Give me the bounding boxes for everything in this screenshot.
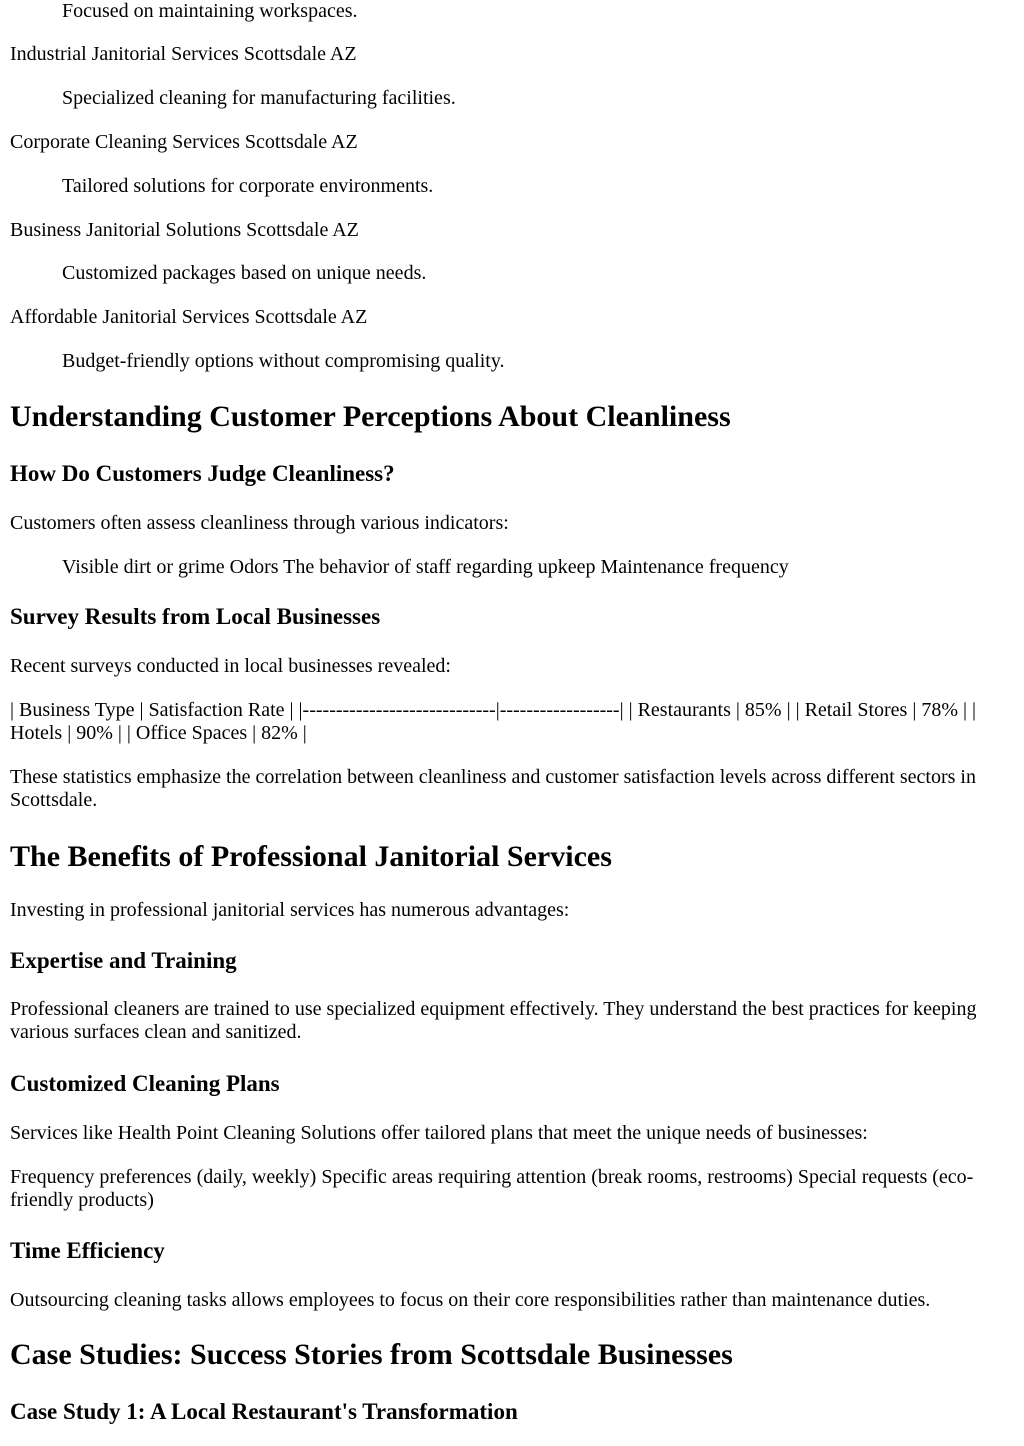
subheading-expertise: Expertise and Training: [10, 948, 237, 973]
list-item-title: Affordable Janitorial Services Scottsdale AZ: [10, 306, 368, 328]
paragraph: Recent surveys conducted in local businesses revealed:: [10, 655, 451, 677]
indicator-list: Visible dirt or grime Odors The behavior of staff regarding upkeep Maintenance frequency: [62, 556, 789, 578]
subheading-survey: Survey Results from Local Businesses: [10, 604, 381, 629]
subheading-time: Time Efficiency: [10, 1238, 165, 1263]
list-item-desc: Budget-friendly options without compromising quality.: [62, 350, 505, 372]
list-item-desc: Customized packages based on unique needs.: [62, 262, 427, 284]
subheading-case-study-1: Case Study 1: A Local Restaurant's Transformation: [10, 1399, 518, 1424]
paragraph: Investing in professional janitorial services has numerous advantages:: [10, 899, 570, 921]
paragraph: Professional cleaners are trained to use specialized equipment effectively. They understand the best practices for keeping various surfaces clean and sanitized.: [10, 998, 977, 1043]
list-item-desc: Focused on maintaining workspaces.: [62, 0, 358, 22]
subheading-plans: Customized Cleaning Plans: [10, 1071, 280, 1096]
list-item-title: Corporate Cleaning Services Scottsdale AZ: [10, 131, 358, 153]
survey-table-text: | Business Type | Satisfaction Rate | |-----------------------------|------------------| | Restaurants | 85% | | Retail Stores | 78% | | Hotels | 90% | | Office Spaces | 82% |: [10, 699, 977, 744]
paragraph: Customers often assess cleanliness through various indicators:: [10, 512, 509, 534]
list-item-desc: Specialized cleaning for manufacturing facilities.: [62, 87, 456, 109]
list-item-title: Industrial Janitorial Services Scottsdale AZ: [10, 43, 357, 65]
paragraph: Outsourcing cleaning tasks allows employees to focus on their core responsibilities rather than maintenance duties.: [10, 1289, 931, 1311]
list-item-desc: Tailored solutions for corporate environments.: [62, 175, 434, 197]
section-heading-benefits: The Benefits of Professional Janitorial Services: [10, 840, 612, 873]
section-heading-case-studies: Case Studies: Success Stories from Scottsdale Businesses: [10, 1338, 733, 1371]
list-item-title: Business Janitorial Solutions Scottsdale AZ: [10, 219, 359, 241]
plans-list: Frequency preferences (daily, weekly) Specific areas requiring attention (break rooms, restrooms) Special requests (eco-friendly products): [10, 1166, 974, 1211]
paragraph: Services like Health Point Cleaning Solutions offer tailored plans that meet the unique needs of businesses:: [10, 1122, 868, 1144]
paragraph: These statistics emphasize the correlation between cleanliness and customer satisfaction levels across different sectors in Scottsdale.: [10, 766, 976, 811]
subheading-judge: How Do Customers Judge Cleanliness?: [10, 461, 395, 486]
section-heading-perceptions: Understanding Customer Perceptions About Cleanliness: [10, 400, 731, 433]
